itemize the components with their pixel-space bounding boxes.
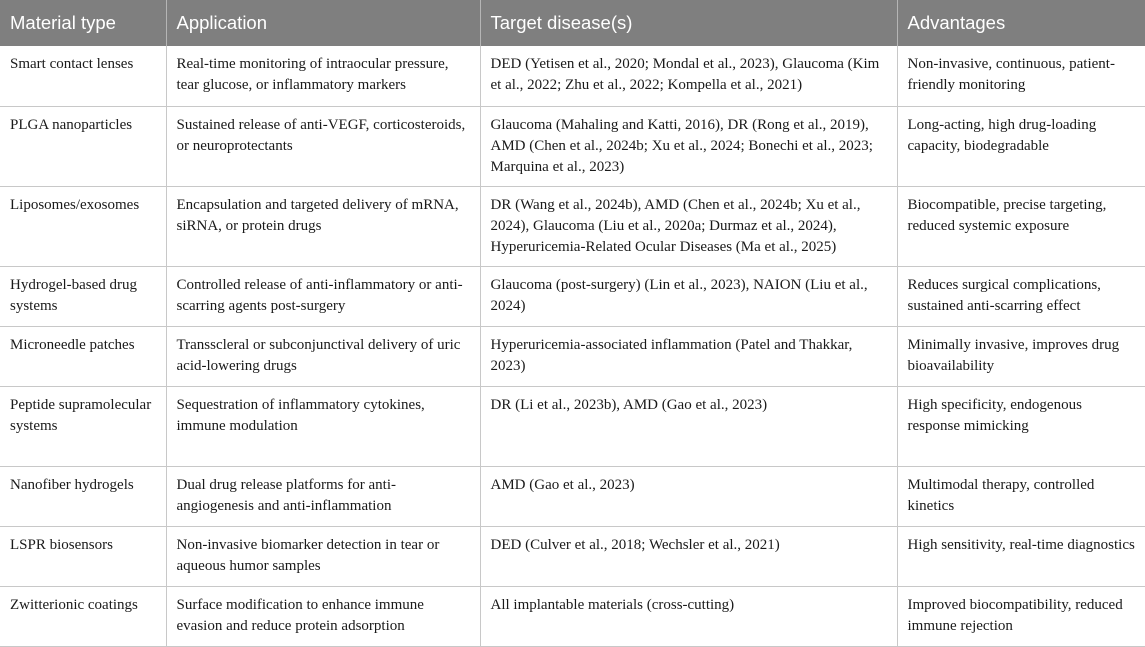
cell-material-type: Zwitterionic coatings xyxy=(0,586,166,646)
cell-advantages: Multimodal therapy, controlled kinetics xyxy=(897,466,1145,526)
cell-material-type: LSPR biosensors xyxy=(0,526,166,586)
table-row xyxy=(0,466,1145,526)
cell-material-type: Nanofiber hydrogels xyxy=(0,466,166,526)
table-row xyxy=(0,386,1145,466)
table-row xyxy=(0,526,1145,586)
cell-application: Non-invasive biomarker detection in tear or aqueous humor samples xyxy=(166,526,480,586)
cell-target-diseases: All implantable materials (cross-cutting) xyxy=(480,586,897,646)
cell-advantages: Long-acting, high drug-loading capacity, biodegradable xyxy=(897,106,1145,186)
cell-advantages: Non-invasive, continuous, patient-friendly monitoring xyxy=(897,46,1145,106)
cell-material-type: Peptide supramolecular systems xyxy=(0,386,166,466)
cell-advantages: Minimally invasive, improves drug bioavailability xyxy=(897,326,1145,386)
cell-material-type: Microneedle patches xyxy=(0,326,166,386)
cell-target-diseases: AMD (Gao et al., 2023) xyxy=(480,466,897,526)
cell-application: Sequestration of inflammatory cytokines, immune modulation xyxy=(166,386,480,466)
table-body xyxy=(0,46,1145,646)
cell-material-type: Hydrogel-based drug systems xyxy=(0,266,166,326)
cell-target-diseases: Glaucoma (Mahaling and Katti, 2016), DR (Rong et al., 2019), AMD (Chen et al., 2024b; Xu et al., 2024; Bonechi et al., 2023; Marquina et al., 2023) xyxy=(480,106,897,186)
cell-target-diseases: DR (Li et al., 2023b), AMD (Gao et al., 2023) xyxy=(480,386,897,466)
cell-material-type: Smart contact lenses xyxy=(0,46,166,106)
cell-application: Controlled release of anti-inflammatory or anti-scarring agents post-surgery xyxy=(166,266,480,326)
cell-advantages: High sensitivity, real-time diagnostics xyxy=(897,526,1145,586)
header-row xyxy=(0,0,1145,46)
table-row xyxy=(0,586,1145,646)
cell-application: Sustained release of anti-VEGF, corticosteroids, or neuroprotectants xyxy=(166,106,480,186)
table-row xyxy=(0,46,1145,106)
cell-target-diseases: Hyperuricemia-associated inflammation (Patel and Thakkar, 2023) xyxy=(480,326,897,386)
header-application: Application xyxy=(166,0,480,46)
table-row xyxy=(0,326,1145,386)
table-row xyxy=(0,106,1145,186)
cell-application: Dual drug release platforms for anti-angiogenesis and anti-inflammation xyxy=(166,466,480,526)
cell-application: Encapsulation and targeted delivery of mRNA, siRNA, or protein drugs xyxy=(166,186,480,266)
cell-application: Surface modification to enhance immune evasion and reduce protein adsorption xyxy=(166,586,480,646)
cell-target-diseases: Glaucoma (post-surgery) (Lin et al., 2023), NAION (Liu et al., 2024) xyxy=(480,266,897,326)
cell-application: Real-time monitoring of intraocular pressure, tear glucose, or inflammatory markers xyxy=(166,46,480,106)
cell-target-diseases: DR (Wang et al., 2024b), AMD (Chen et al., 2024b; Xu et al., 2024), Glaucoma (Liu et al., 2020a; Durmaz et al., 2024), Hyperuricemia-Related Ocular Diseases (Ma et al., 2025) xyxy=(480,186,897,266)
table-row xyxy=(0,186,1145,266)
cell-advantages: Reduces surgical complications, sustained anti-scarring effect xyxy=(897,266,1145,326)
table-header xyxy=(0,0,1145,46)
cell-target-diseases: DED (Yetisen et al., 2020; Mondal et al., 2023), Glaucoma (Kim et al., 2022; Zhu et al., 2022; Kompella et al., 2021) xyxy=(480,46,897,106)
header-material-type: Material type xyxy=(0,0,166,46)
cell-material-type: Liposomes/exosomes xyxy=(0,186,166,266)
cell-advantages: Biocompatible, precise targeting, reduced systemic exposure xyxy=(897,186,1145,266)
cell-target-diseases: DED (Culver et al., 2018; Wechsler et al., 2021) xyxy=(480,526,897,586)
cell-advantages: Improved biocompatibility, reduced immune rejection xyxy=(897,586,1145,646)
header-target-diseases: Target disease(s) xyxy=(480,0,897,46)
cell-advantages: High specificity, endogenous response mimicking xyxy=(897,386,1145,466)
header-advantages: Advantages xyxy=(897,0,1145,46)
cell-application: Transscleral or subconjunctival delivery of uric acid-lowering drugs xyxy=(166,326,480,386)
cell-material-type: PLGA nanoparticles xyxy=(0,106,166,186)
table-row xyxy=(0,266,1145,326)
